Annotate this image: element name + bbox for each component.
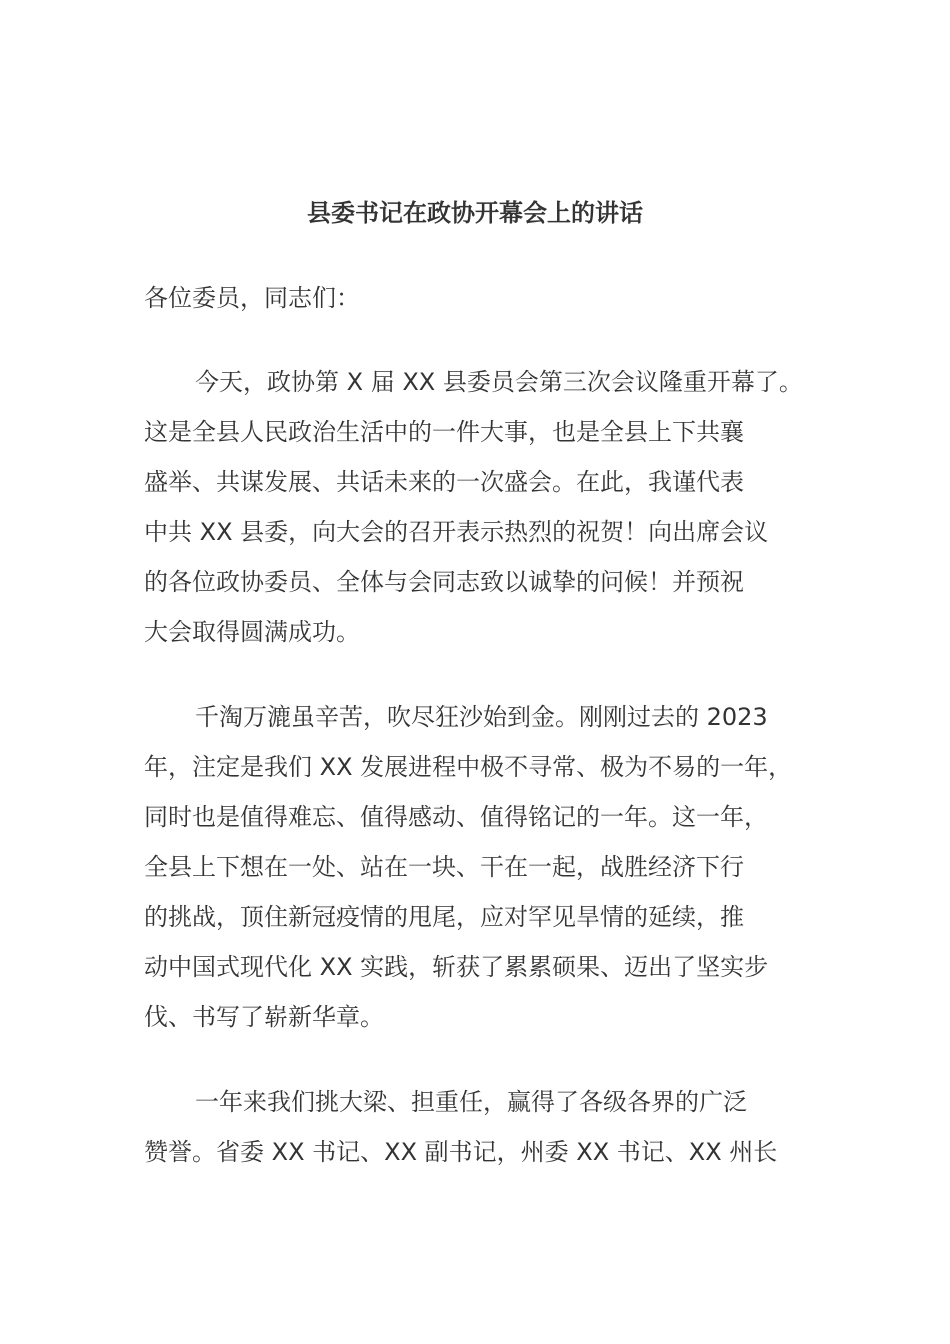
page-title: 县委书记在政协开幕会上的讲话 <box>307 199 643 227</box>
paragraph-line: 盛举、共谋发展、共话未来的一次盛会。在此，我谨代表 <box>144 468 744 496</box>
paragraph-line: 伐、书写了崭新华章。 <box>144 1003 384 1031</box>
paragraph-2 <box>144 692 834 1042</box>
paragraph-line: 大会取得圆满成功。 <box>144 618 360 646</box>
paragraph-3 <box>144 1077 834 1177</box>
paragraph-line: 的各位政协委员、全体与会同志致以诚挚的问候！并预祝 <box>144 568 744 596</box>
paragraph-line: 同时也是值得难忘、值得感动、值得铭记的一年。这一年， <box>144 803 768 831</box>
paragraph-line: 年，注定是我们 XX 发展进程中极不寻常、极为不易的一年， <box>144 753 793 781</box>
paragraph-line: 千淘万漉虽辛苦，吹尽狂沙始到金。刚刚过去的 2023 <box>195 703 768 731</box>
greeting: 各位委员，同志们： <box>144 284 360 312</box>
paragraph-line: 全县上下想在一处、站在一块、干在一起，战胜经济下行 <box>144 853 744 881</box>
paragraph-line: 赞誉。省委 XX 书记、XX 副书记，州委 XX 书记、XX 州长 <box>144 1138 778 1166</box>
paragraph-1 <box>144 357 834 657</box>
paragraph-line: 动中国式现代化 XX 实践，斩获了累累硕果、迈出了坚实步 <box>144 953 769 981</box>
paragraph-line: 今天，政协第 X 届 XX 县委员会第三次会议隆重开幕了。 <box>195 368 803 396</box>
paragraph-line: 一年来我们挑大梁、担重任，赢得了各级各界的广泛 <box>195 1088 747 1116</box>
paragraph-line: 的挑战，顶住新冠疫情的甩尾，应对罕见旱情的延续，推 <box>144 903 744 931</box>
paragraph-line: 这是全县人民政治生活中的一件大事，也是全县上下共襄 <box>144 418 744 446</box>
paragraph-line: 中共 XX 县委，向大会的召开表示热烈的祝贺！向出席会议 <box>144 518 769 546</box>
